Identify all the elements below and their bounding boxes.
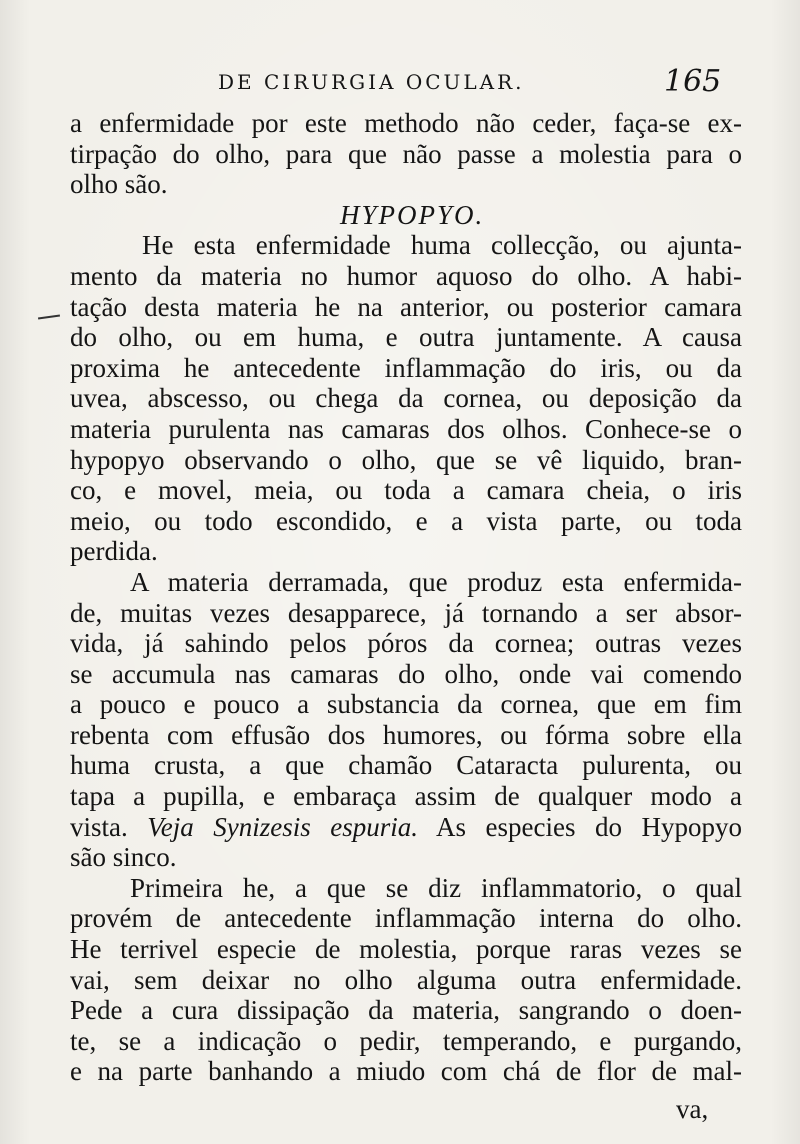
- page-number: 165: [664, 64, 722, 99]
- text-line: vida, já sahindo pelos póros da cornea; outras vezes: [70, 628, 742, 659]
- text-line: huma crusta, a que chamão Cataracta pulurenta, ou: [70, 750, 742, 781]
- text-line: co, e movel, meia, ou toda a camara cheia, o iris: [70, 475, 742, 506]
- text-line: tapa a pupilla, e embaraça assim de qualquer modo a: [70, 781, 742, 812]
- text-body: [70, 108, 742, 1087]
- text-line: são sinco.: [70, 842, 177, 873]
- text-line: uvea, abscesso, ou chega da cornea, ou deposição da: [70, 383, 742, 414]
- page-header: [0, 62, 800, 102]
- text-line: de, muitas vezes desapparece, já tornando a ser absor-: [70, 597, 742, 628]
- section-heading: HYPOPYO.: [340, 199, 485, 230]
- text-line: tação desta materia he na anterior, ou posterior camara: [70, 291, 742, 322]
- text-line: se accumula nas camaras do olho, onde vai comendo: [70, 658, 742, 689]
- text-line: rebenta com effusão dos humores, ou fórma sobre ella: [70, 719, 742, 750]
- italic-reference: Veja Synizesis espuria.: [147, 811, 419, 842]
- text-line: vai, sem deixar no olho alguma outra enfermidade.: [70, 964, 742, 995]
- catchword: va,: [676, 1094, 709, 1124]
- running-head: DE CIRURGIA OCULAR.: [218, 70, 525, 94]
- text-line: He esta enfermidade huma collecção, ou ajunta-: [142, 230, 742, 261]
- text-line: a enfermidade por este methodo não ceder, faça-se ex-: [70, 108, 742, 138]
- text-line: proxima he antecedente inflammação do iris, ou da: [70, 352, 742, 383]
- text-line: tirpação do olho, para que não passe a molestia para o: [70, 138, 742, 169]
- text-line: a pouco e pouco a substancia da cornea, que em fim: [70, 689, 742, 720]
- text-line: hypopyo observando o olho, que se vê liquido, bran-: [70, 444, 742, 475]
- text-line: meio, ou todo escondido, e a vista parte, ou toda: [70, 505, 742, 536]
- text-line: e na parte banhando a miudo com chá de flor de mal-: [70, 1056, 742, 1087]
- text-line: perdida.: [70, 536, 158, 567]
- text-line-with-italic: [70, 812, 742, 843]
- text-line: Primeira he, a que se diz inflammatorio, o qual: [130, 872, 742, 903]
- text-line: mento da materia no humor aquoso do olho. A habi-: [70, 260, 742, 291]
- text-line: provém de antecedente inflammação interna do olho.: [70, 903, 742, 934]
- text-line: te, se a indicação o pedir, temperando, e purgando,: [70, 1025, 742, 1056]
- text-line: olho são.: [70, 169, 168, 200]
- text-line: do olho, ou em huma, e outra juntamente. A causa: [70, 322, 742, 353]
- text-span: vista.: [70, 811, 128, 842]
- margin-mark: [38, 314, 60, 319]
- text-line: Pede a cura dissipação da materia, sangrando o doen-: [70, 995, 742, 1026]
- text-span: As especies do Hypopyo: [436, 811, 743, 842]
- text-line: He terrivel especie de molestia, porque raras vezes se: [70, 934, 742, 965]
- text-line: materia purulenta nas camaras dos olhos. Conhece-se o: [70, 413, 742, 444]
- text-line: A materia derramada, que produz esta enfermida-: [130, 566, 742, 597]
